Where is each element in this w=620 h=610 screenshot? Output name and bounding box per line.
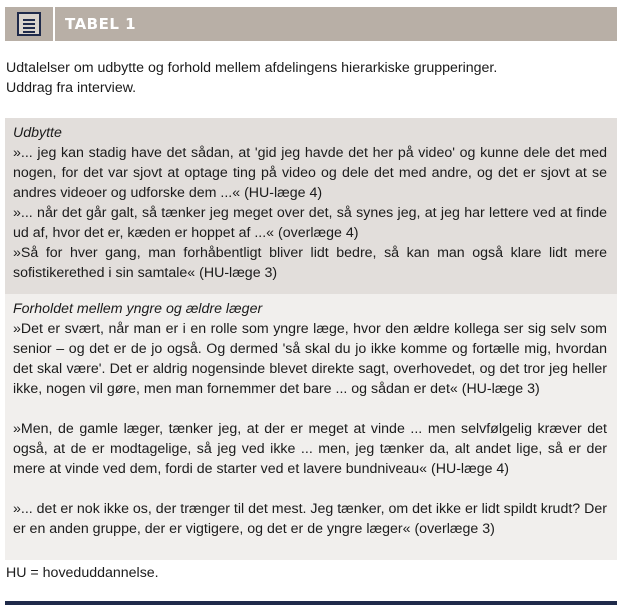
caption-line: Udtalelser om udbytte og forhold mellem afdelingens hierarkiske grupperinger. bbox=[6, 60, 498, 76]
section-udbytte bbox=[5, 118, 617, 294]
table-header bbox=[5, 7, 617, 41]
quote: »... det er nok ikke os, der trænger til det mest. Jeg tænker, om det ikke er lidt spildt krudt? Der er en anden gruppe, der er vigtigere, og det er de yngre læger« (overlæge 3) bbox=[13, 501, 607, 537]
document-list-icon bbox=[17, 12, 41, 36]
quote: »... jeg kan stadig have det sådan, at 'gid jeg havde det her på video' og kunne dele det med nogen, for det var sjovt at optage ting på video og dele det med andre, og det er sjovt at se andres videoer og udforske dem ...« (HU-læge 4) bbox=[13, 145, 607, 201]
quote: »... når det går galt, så tænker jeg meget over det, så synes jeg, at jeg har lettere ved at finde ud af, hvor det er, kæden er hoppet af ...« (overlæge 4) bbox=[13, 205, 607, 241]
table-title: TABEL 1 bbox=[65, 15, 137, 33]
caption-line: Uddrag fra interview. bbox=[6, 80, 137, 96]
quotes-box bbox=[5, 118, 617, 560]
section-title: Udbytte bbox=[13, 125, 62, 141]
quote: »Men, de gamle læger, tænker jeg, at der er meget at vinde ... men selvfølgelig kræver det også, at de er modtagelige, så jeg ved ikke ... men, jeg tænker da, alt andet lige, så er der mere at vinde ved dem, fordi de starter ved et lavere bundniveau« (HU-læge 4) bbox=[13, 421, 607, 477]
quote: »Så for hver gang, man forhåbentligt bliver lidt bedre, så kan man også klare lidt mere sofistikerethed i sin samtale« (HU-læge 3) bbox=[13, 245, 607, 281]
section-title: Forholdet mellem yngre og ældre læger bbox=[13, 301, 263, 317]
section-forholdet bbox=[5, 294, 617, 560]
bottom-rule bbox=[5, 601, 617, 605]
quote: »Det er svært, når man er i en rolle som yngre læge, hvor den ældre kollega ser sig selv som senior – og det er de jo også. Og dermed 'så skal du jo ikke komme og fortælle mig, hvordan det skal være'. Det er aldrig nogensinde blevet direkte sagt, overhovedet, og det tror jeg heller ikke, nogen vil gøre, men man fornemmer det bare ... og sådan er det« (HU-læge 3) bbox=[13, 321, 607, 397]
table-caption bbox=[6, 58, 606, 98]
footnote: HU = hoveduddannelse. bbox=[6, 565, 159, 581]
header-divider bbox=[53, 7, 55, 41]
